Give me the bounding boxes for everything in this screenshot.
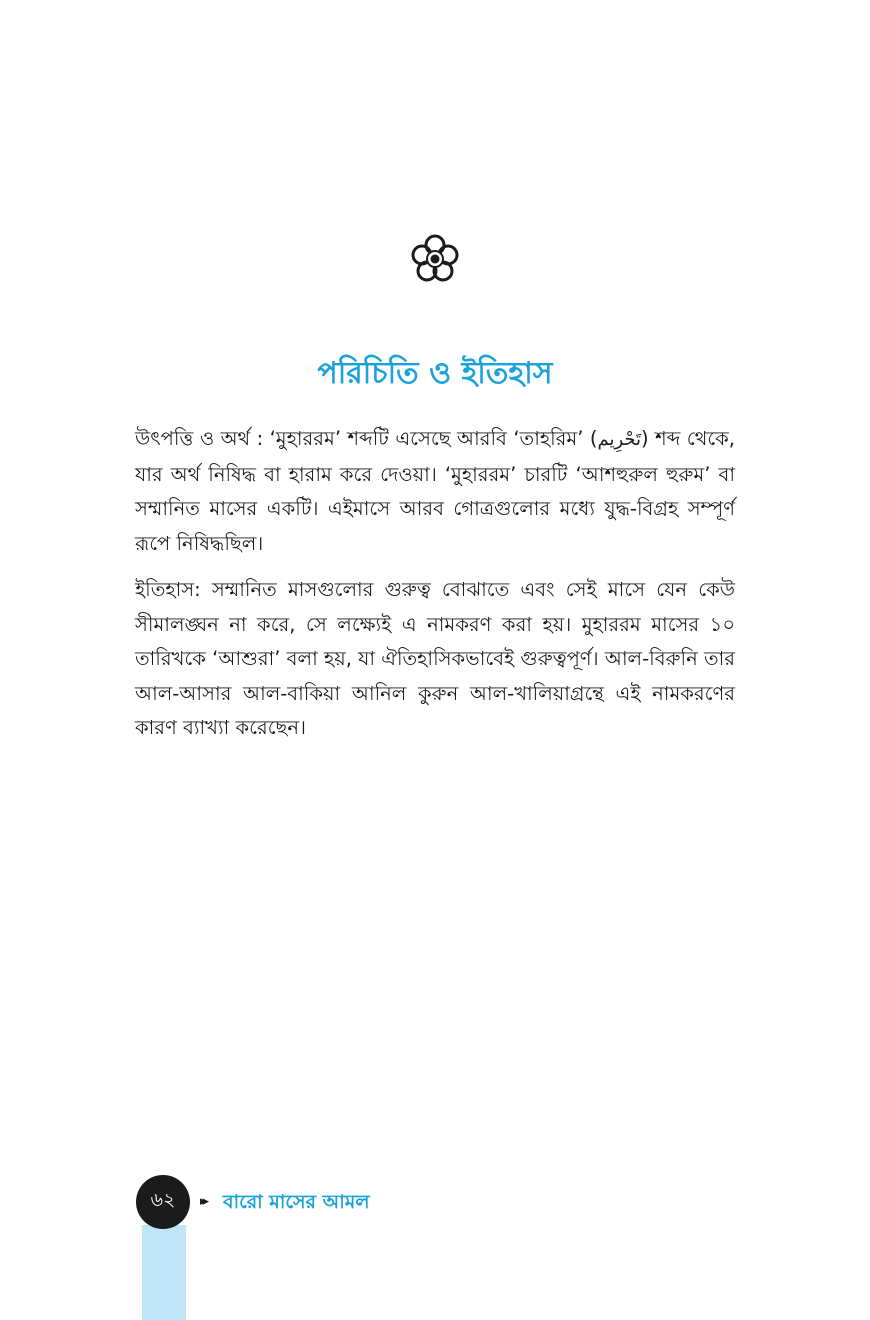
origin-paragraph [135, 422, 735, 561]
section-title: পরিচিতি ও ইতিহাস [317, 356, 553, 391]
origin-text-part1: উৎপত্তি ও অর্থ : ‘মুহাররম’ শব্দটি এসেছে আরবি ‘তাহরিম’ ( [135, 427, 598, 450]
page-number: ৬২ [136, 1175, 190, 1229]
page-edge-bar [142, 1225, 186, 1320]
body-text [135, 422, 735, 758]
double-arrow-icon: ▸▸ [200, 1194, 206, 1209]
history-paragraph: ইতিহাস: সম্মানিত মাসগুলোর গুরুত্ব বোঝাতে এবং সেই মাসে যেন কেউ সীমালঙ্ঘন না করে, সে লক্ষ্যেই এ নামকরণ করা হয়। মুহাররম মাসের ১০ তারিখকে ‘আশুরা’ বলা হয়, যা ঐতিহাসিকভাবেই গুরুত্বপূর্ণ। আল-বিরুনি তার আল-আসার আল-বাকিয়া আনিল কুরুন আল-খালিয়াগ্রন্থে এই নামকরণের কারণ ব্যাখ্যা করেছেন। [135, 578, 735, 739]
running-book-title: বারো মাসের আমল [223, 1191, 370, 1213]
arabic-word: تَحْرِيم [597, 429, 642, 450]
flower-icon [408, 232, 462, 286]
origin-text-part2: ) শব্দ থেকে, যার অর্থ নিষিদ্ধ বা হারাম করে দেওয়া। ‘মুহাররম’ চারটি ‘আশহুরুল হুরুম’ বা সম্মানিত মাসের একটি। এইমাসে আরব গোত্রগুলোর মধ্যে যুদ্ধ-বিগ্রহ সম্পূর্ণ রূপে নিষিদ্ধছিল। [135, 427, 736, 555]
